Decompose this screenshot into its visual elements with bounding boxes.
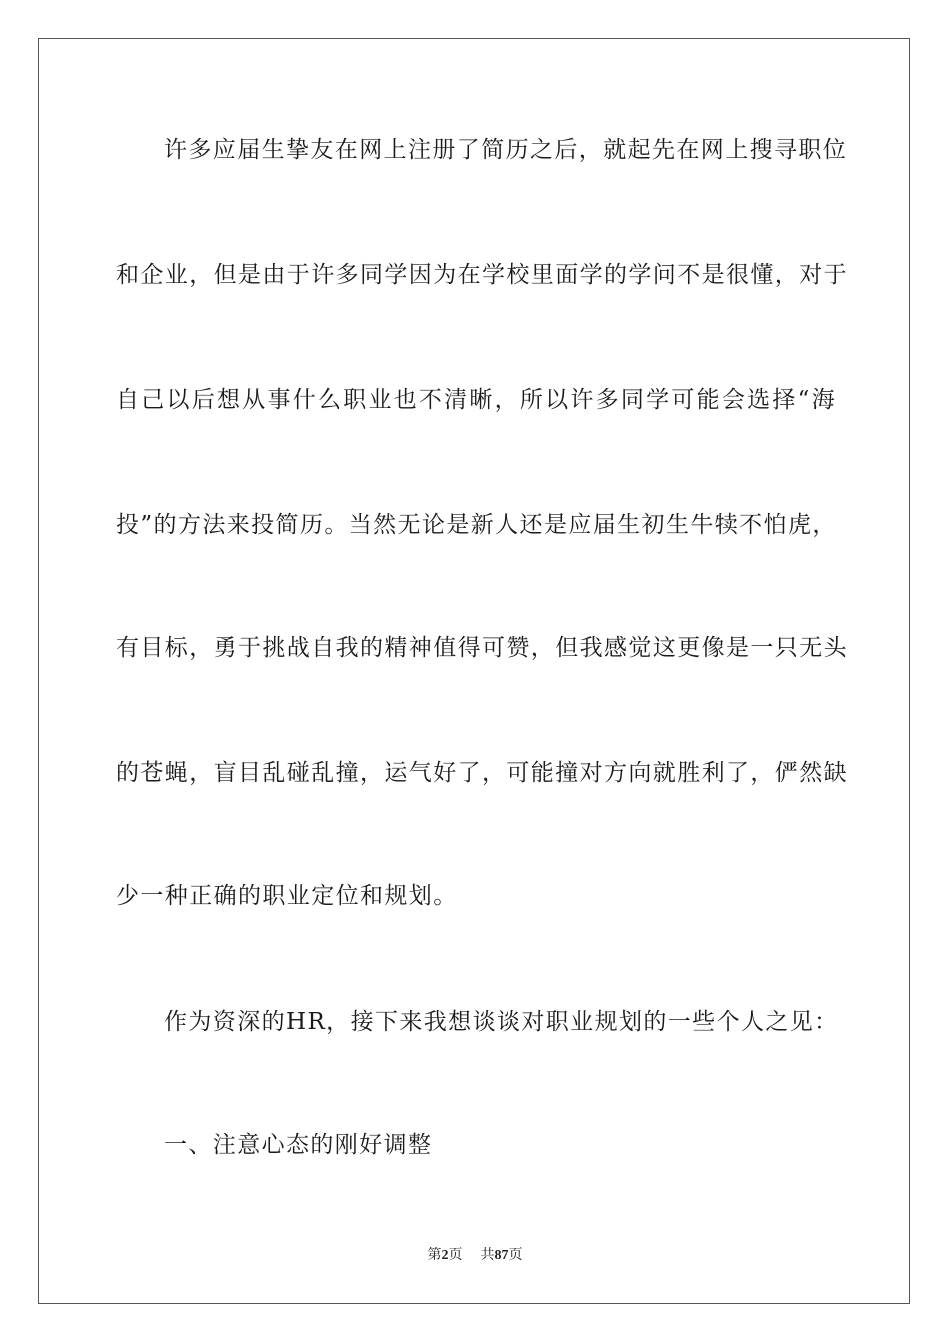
paragraph-line-5: 有目标，勇于挑战自我的精神值得可赞，但我感觉这更像是一只无头: [116, 635, 848, 661]
paragraph-line-4: 投”的方法来投简历。当然无论是新人还是应届生初生牛犊不怕虎，: [116, 512, 837, 538]
footer-page-unit: 页: [448, 1247, 463, 1263]
paragraph-line-7: 少一种正确的职业定位和规划。: [116, 883, 458, 909]
footer-total-prefix: 共: [480, 1247, 495, 1263]
paragraph-line-1: 许多应届生挚友在网上注册了简历之后，就起先在网上搜寻职位: [164, 137, 848, 163]
paragraph-line-3: 自己以后想从事什么职业也不清晰，所以许多同学可能会选择“海: [116, 387, 836, 413]
footer-page-prefix: 第: [427, 1247, 442, 1263]
paragraph-2: 作为资深的HR，接下来我想谈谈对职业规划的一些个人之见：: [164, 1009, 839, 1035]
page-footer: [0, 1246, 950, 1265]
footer-total-unit: 页: [508, 1247, 523, 1263]
footer-total-pages: 87: [494, 1248, 509, 1263]
section-heading: 一、注意心态的刚好调整: [164, 1132, 433, 1158]
page-border: [38, 38, 910, 1304]
paragraph-line-6: 的苍蝇，盲目乱碰乱撞，运气好了，可能撞对方向就胜利了，俨然缺: [116, 760, 848, 786]
footer-page-number: 2: [441, 1248, 449, 1263]
paragraph-line-2: 和企业，但是由于许多同学因为在学校里面学的学问不是很懂，对于: [116, 262, 848, 288]
